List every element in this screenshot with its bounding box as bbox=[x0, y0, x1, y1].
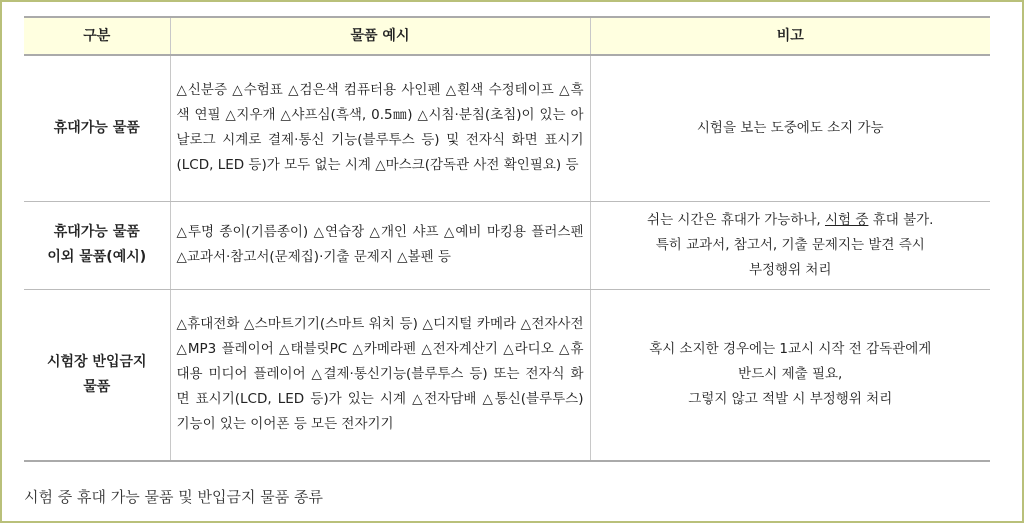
note-line: 혹시 소지한 경우에는 1교시 시작 전 감독관에게 bbox=[649, 341, 932, 358]
note-cell bbox=[590, 289, 990, 461]
category-label: 이외 물품(예시) bbox=[47, 249, 147, 265]
note-underlined-text: 시험 중 bbox=[824, 211, 869, 228]
note-line: 그렇지 않고 적발 시 부정행위 처리 bbox=[688, 391, 893, 408]
note-line: 반드시 제출 필요, bbox=[738, 366, 843, 383]
category-label: 휴대가능 물품 bbox=[53, 119, 140, 136]
category-label: 시험장 반입금지 bbox=[46, 353, 147, 370]
examples-cell: △휴대전화 △스마트기기(스마트 워치 등) △디지털 카메라 △전자사전 △MP3 플레이어 △태블릿PC △카메라펜 △전자계산기 △라디오 △휴대용 미디어 플레이어 △결제·통신기능(블루투스 등) 또는 전자식 화면 표시기(LCD, LED 등)가 있는 시계 △전자담배 △통신(블루투스) 기능이 있는 이어폰 등 모든 전자기기 bbox=[170, 289, 590, 461]
header-category: 구분 bbox=[24, 17, 170, 55]
table-row-other-items bbox=[24, 201, 990, 289]
table-row-prohibited bbox=[24, 289, 990, 461]
table-row-allowed bbox=[24, 55, 990, 201]
note-text: 휴대 불가. bbox=[868, 211, 934, 228]
category-cell bbox=[24, 201, 170, 289]
category-label: 물품 bbox=[83, 378, 111, 395]
examples-cell: △투명 종이(기름종이) △연습장 △개인 샤프 △예비 마킹용 플러스펜 △교과서·참고서(문제집)·기출 문제지 △볼펜 등 bbox=[170, 201, 590, 289]
note-line: 부정행위 처리 bbox=[748, 261, 832, 278]
note-line: 시험을 보는 도중에도 소지 가능 bbox=[696, 119, 884, 136]
items-table bbox=[24, 16, 990, 462]
header-note: 비고 bbox=[590, 17, 990, 55]
note-cell bbox=[590, 201, 990, 289]
note-text: 쉬는 시간은 휴대가 가능하나, bbox=[647, 211, 825, 228]
note-cell bbox=[590, 55, 990, 201]
table-caption: 시험 중 휴대 가능 물품 및 반입금지 물품 종류 bbox=[24, 488, 323, 506]
category-cell bbox=[24, 55, 170, 201]
note-line: 특히 교과서, 참고서, 기출 문제지는 발견 즉시 bbox=[655, 236, 925, 253]
table-header-row bbox=[24, 17, 990, 55]
note-line bbox=[597, 208, 985, 233]
header-examples: 물품 예시 bbox=[170, 17, 590, 55]
category-label: 휴대가능 물품 bbox=[53, 224, 140, 240]
examples-cell: △신분증 △수험표 △검은색 컴퓨터용 사인펜 △흰색 수정테이프 △흑색 연필 △지우개 △샤프심(흑색, 0.5㎜) △시침·분침(초침)이 있는 아날로그 시계로 결제·통신 기능(블루투스 등) 및 전자식 화면 표시기(LCD, LED 등)가 모두 없는 시계 △마스크(감독관 사전 확인필요) 등 bbox=[170, 55, 590, 201]
category-cell bbox=[24, 289, 170, 461]
